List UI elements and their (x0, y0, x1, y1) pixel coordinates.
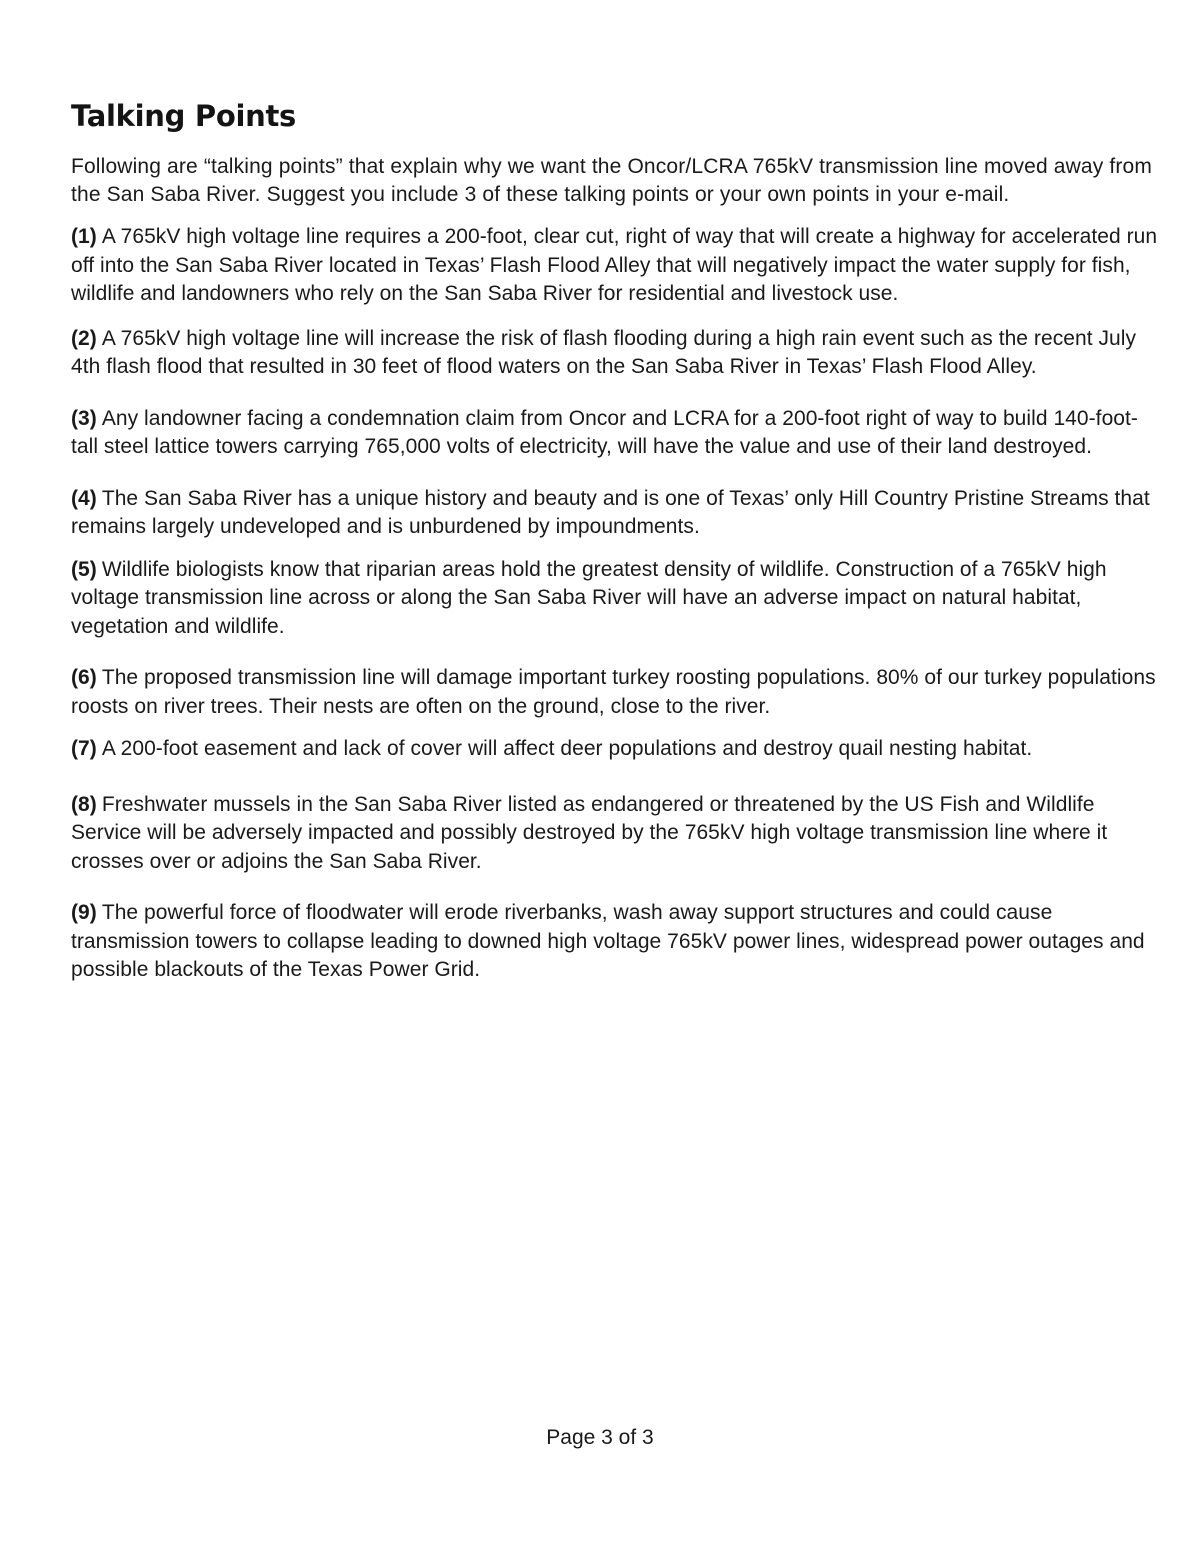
point-number: (7) (71, 737, 97, 760)
talking-point (71, 791, 1161, 877)
talking-point (71, 405, 1161, 462)
point-text: The San Saba River has a unique history and beauty and is one of Texas’ only Hill Country Pristine Streams that remains largely undeveloped and is unburdened by impoundments. (71, 486, 1150, 538)
point-number: (3) (71, 406, 97, 430)
point-number: (9) (71, 901, 97, 924)
talking-point (71, 325, 1161, 382)
point-number: (6) (71, 666, 97, 689)
point-text: A 765kV high voltage line requires a 200-foot, clear cut, right of way that will create a highway for accelerated run off into the San Saba River located in Texas’ Flash Flood Alley that will negatively impact the water supply for fish, wildlife and landowners who rely on the San Saba River for residential and livestock use. (71, 225, 1158, 305)
talking-point (71, 223, 1161, 309)
talking-point (71, 664, 1161, 721)
point-number: (8) (71, 792, 97, 816)
talking-point (71, 485, 1161, 542)
point-text: Any landowner facing a condemnation claim from Oncor and LCRA for a 200-foot right of way to build 140-foot-tall steel lattice towers carrying 765,000 volts of electricity, will have the value and use of their land destroyed. (71, 406, 1138, 458)
intro-paragraph: Following are “talking points” that explain why we want the Oncor/LCRA 765kV transmission line moved away from the San Saba River. Suggest you include 3 of these talking points or your own points in your e-mail. (71, 155, 1152, 206)
talking-point (71, 735, 1161, 764)
point-text: The proposed transmission line will damage important turkey roosting populations. 80% of our turkey populations roosts on river trees. Their nests are often on the ground, close to the river. (71, 666, 1156, 718)
point-text: The powerful force of floodwater will erode riverbanks, wash away support structures and could cause transmission towers to collapse leading to downed high voltage 765kV power lines, widespread power outages and possible blackouts of the Texas Power Grid. (71, 901, 1145, 981)
point-number: (2) (71, 326, 97, 350)
point-number: (1) (71, 225, 97, 248)
point-text: Wildlife biologists know that riparian areas hold the greatest density of wildlife. Construction of a 765kV high voltage transmission line across or along the San Saba River will have an adverse impact on natural habitat, vegetation and wildlife. (71, 557, 1107, 638)
talking-point (71, 899, 1161, 985)
document-page (71, 96, 1161, 985)
talking-point (71, 556, 1161, 642)
page-number-footer: Page 3 of 3 (546, 1426, 654, 1449)
point-number: (4) (71, 486, 97, 510)
point-number: (5) (71, 557, 97, 581)
point-text: A 200-foot easement and lack of cover will affect deer populations and destroy quail nesting habitat. (101, 737, 1033, 760)
point-text: A 765kV high voltage line will increase the risk of flash flooding during a high rain event such as the recent July 4th flash flood that resulted in 30 feet of flood waters on the San Saba River in Texas’ Flash Flood Alley. (71, 326, 1137, 378)
point-text: Freshwater mussels in the San Saba River listed as endangered or threatened by the US Fish and Wildlife Service will be adversely impacted and possibly destroyed by the 765kV high voltage transmission line where it crosses over or adjoins the San Saba River. (71, 792, 1108, 873)
page-title: Talking Points (71, 99, 296, 133)
